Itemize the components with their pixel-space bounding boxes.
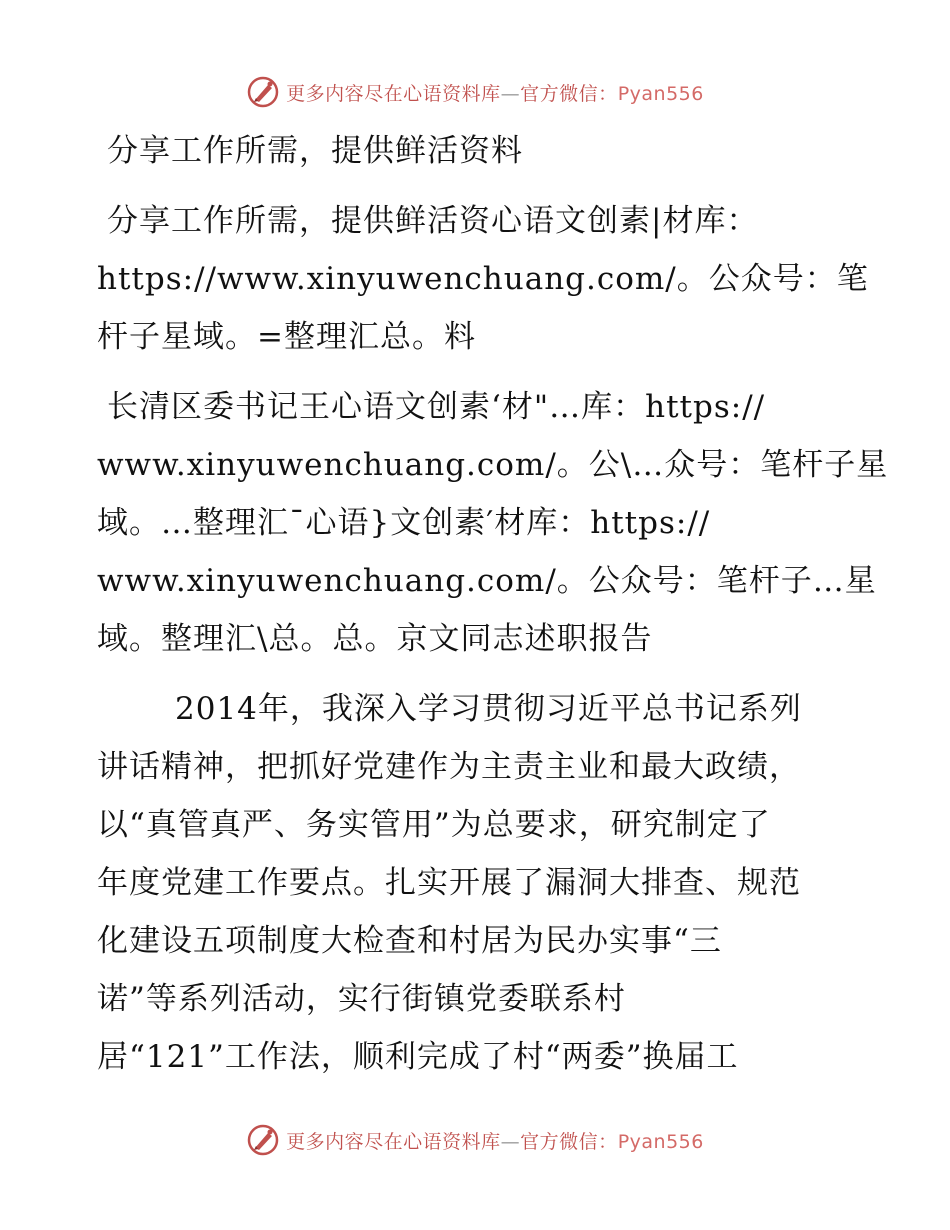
- paragraph-line: www.xinyuwenchuang.com/。公众号：笔杆子…星: [97, 563, 877, 599]
- pen-logo-icon: [246, 1123, 280, 1157]
- paragraph-4: [97, 680, 857, 1086]
- paragraph-line: 化建设五项制度大检查和村居为民办实事“三: [97, 923, 722, 959]
- paragraph-line: 杆子星域。=整理汇总。料: [97, 319, 476, 355]
- paragraph-line: 长清区委书记王心语文创素‘材"…库：https://: [107, 389, 766, 425]
- footer-watermark: [0, 1118, 950, 1162]
- paragraph-2: [97, 192, 869, 366]
- paragraph-line: 域。…整理汇¯心语}文创素′材库：https://: [97, 505, 711, 541]
- paragraph-line: 年度党建工作要点。扎实开展了漏洞大排查、规范: [97, 865, 801, 901]
- paragraph-line: 讲话精神，把抓好党建作为主责主业和最大政绩，: [97, 749, 801, 785]
- paragraph-line: 分享工作所需，提供鲜活资心语文创素|材库：: [107, 203, 759, 239]
- paragraph-line: 诺”等系列活动，实行街镇党委联系村: [97, 981, 626, 1017]
- paragraph-line: https://www.xinyuwenchuang.com/。公众号：笔: [97, 261, 869, 297]
- document-body: [97, 122, 889, 1086]
- paragraph-line: 域。整理汇\总。总。京文同志述职报告: [97, 621, 653, 657]
- watermark-text: 更多内容尽在心语资料库—官方微信：Pyan556: [286, 1130, 704, 1153]
- paragraph-1: 分享工作所需，提供鲜活资料: [107, 133, 523, 169]
- paragraph-line: 2014年，我深入学习贯彻习近平总书记系列: [175, 691, 802, 727]
- paragraph-3: [97, 378, 889, 668]
- watermark-text: 更多内容尽在心语资料库—官方微信：Pyan556: [286, 82, 704, 105]
- pen-logo-icon: [246, 75, 280, 109]
- header-watermark: [0, 70, 950, 114]
- paragraph-line: 以“真管真严、务实管用”为总要求，研究制定了: [97, 807, 771, 843]
- paragraph-line: www.xinyuwenchuang.com/。公\…众号：笔杆子星: [97, 447, 889, 483]
- paragraph-line: 居“121”工作法，顺利完成了村“两委”换届工: [97, 1039, 739, 1075]
